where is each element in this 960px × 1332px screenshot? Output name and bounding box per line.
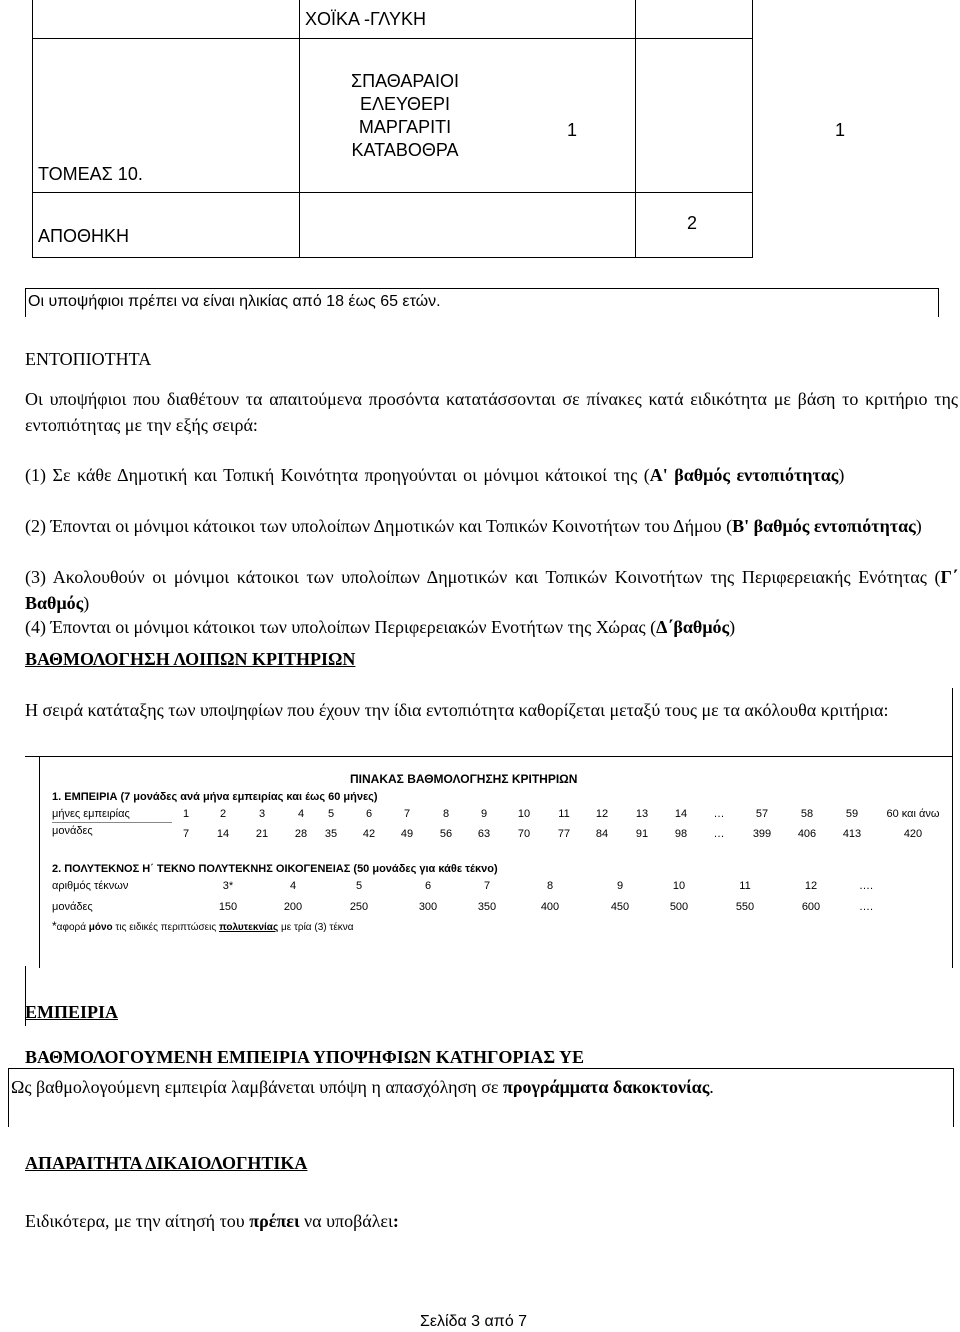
exp-point-cell: 413	[842, 828, 862, 840]
children-point-cell: 450	[610, 901, 630, 913]
children-point-cell: ….	[858, 901, 874, 913]
exp-point-cell: 399	[752, 828, 772, 840]
children-point-cell: 600	[801, 901, 821, 913]
exp-point-cell: 56	[439, 828, 453, 840]
exp-month-cell: 1	[182, 808, 190, 820]
children-count-cell: 9	[616, 880, 624, 892]
exp-point-cell: 420	[903, 828, 923, 840]
exp-month-cell: 7	[403, 808, 411, 820]
exp-point-cell: 70	[517, 828, 531, 840]
exp-month-cell: 8	[442, 808, 450, 820]
exp-point-cell: 14	[216, 828, 230, 840]
experience-text: Ως βαθμολογούμενη εμπειρία λαμβάνεται υπόψη η απασχόληση σε προγράμματα δακοκτονίας.	[11, 1077, 714, 1097]
children-heading: 2. ΠΟΛΥΤΕΚΝΟΣ Η΄ ΤΕΚΝΟ ΠΟΛΥΤΕΚΝΗΣ ΟΙΚΟΓΕΝΕΙΑΣ (50 μονάδες για κάθε τέκνο)	[52, 863, 498, 875]
children-point-cell: 500	[669, 901, 689, 913]
locality-item-4: (4) Έπονται οι μόνιμοι κάτοικοι των υπολοίπων Περιφερειακών Ενοτήτων της Χώρας (Δ΄βαθμός)	[25, 617, 736, 637]
locality-item-3: (3) Ακολουθούν οι μόνιμοι κάτοικοι των υπολοίπων Δημοτικών και Τοπικών Κοινοτήτων της Περιφερειακής Ενότητας (Γ΄ Βαθμός)	[25, 567, 958, 613]
exp-point-cell: 98	[674, 828, 688, 840]
locality-title: ΕΝΤΟΠΙΟΤΗΤΑ	[25, 349, 152, 369]
exp-point-cell: …	[713, 828, 725, 840]
locality-item-1: (1) Σε κάθε Δημοτική και Τοπική Κοινότητα προηγούνται οι μόνιμοι κάτοικοί της (Α' βαθμός εντοπιότητας)	[25, 465, 845, 485]
exp-month-cell: 12	[595, 808, 609, 820]
children-count-cell: 6	[424, 880, 432, 892]
experience-title: ΕΜΠΕΙΡΙΑ	[25, 1002, 119, 1022]
product-item: ΕΛΕΥΘΕΡΙ	[359, 94, 451, 114]
exp-point-cell: 49	[400, 828, 414, 840]
scoring-text: Η σειρά κατάταξης των υποψηφίων που έχουν την ίδια εντοπιότητα καθορίζεται μεταξύ τους με τα ακόλουθα κριτήρια:	[25, 700, 889, 720]
children-count-cell: 8	[546, 880, 554, 892]
exp-point-cell: 77	[557, 828, 571, 840]
product-list	[300, 70, 510, 162]
storage-label: ΑΠΟΘΗΚΗ	[38, 226, 130, 246]
children-points-label: μονάδες	[52, 901, 93, 913]
locality-item-2: (2) Έπονται οι μόνιμοι κάτοικοι των υπολοίπων Δημοτικών και Τοπικών Κοινοτήτων του Δήμου (Β' βαθμός εντοπιότητας)	[25, 516, 922, 536]
exp-month-cell: 4	[297, 808, 305, 820]
exp-month-cell: 6	[365, 808, 373, 820]
exp-month-cell: 60 και άνω	[886, 808, 940, 820]
age-note-box	[25, 288, 939, 317]
children-count-cell: 11	[739, 880, 751, 892]
age-note: Οι υποψήφιοι πρέπει να είναι ηλικίας από 18 έως 65 ετών.	[28, 293, 441, 310]
footnote: *αφορά μόνο τις ειδικές περιπτώσεις πολυτεκνίας με τρία (3) τέκνα	[52, 919, 354, 933]
exp-month-cell: 58	[800, 808, 814, 820]
children-point-cell: 200	[283, 901, 303, 913]
exp-month-cell: 3	[258, 808, 266, 820]
exp-months-label: μήνες εμπειρίας	[52, 808, 130, 820]
exp-point-cell: 63	[477, 828, 491, 840]
exp-month-cell: 10	[517, 808, 531, 820]
exp-point-cell: 35	[324, 828, 338, 840]
exp-point-cell: 21	[255, 828, 269, 840]
value-1: 1	[567, 120, 578, 140]
children-point-cell: 400	[540, 901, 560, 913]
exp-month-cell: 2	[219, 808, 227, 820]
exp-point-cell: 84	[595, 828, 609, 840]
children-count-cell: 7	[483, 880, 491, 892]
product-item: ΣΠΑΘΑΡΑΙΟΙ	[350, 71, 460, 91]
children-count-cell: 4	[289, 880, 297, 892]
locality-intro: Οι υποψήφιοι που διαθέτουν τα απαιτούμενα προσόντα κατατάσσονται σε πίνακες κατά ειδικότητα με βάση το κριτήριο της εντοπιότητας με την εξής σειρά:	[25, 389, 958, 435]
exp-month-cell: …	[713, 808, 725, 820]
experience-heading: 1. ΕΜΠΕΙΡΙΑ (7 μονάδες ανά μήνα εμπειρίας και έως 60 μήνες)	[52, 791, 378, 803]
value-2: 1	[835, 120, 846, 140]
exp-point-cell: 7	[182, 828, 190, 840]
children-point-cell: 350	[477, 901, 497, 913]
exp-month-cell: 59	[845, 808, 859, 820]
children-point-cell: 300	[418, 901, 438, 913]
storage-value: 2	[687, 213, 698, 233]
children-count-cell: 3*	[222, 880, 234, 892]
children-point-cell: 550	[735, 901, 755, 913]
page-number: Σελίδα 3 από 7	[420, 1313, 528, 1330]
exp-point-cell: 91	[635, 828, 649, 840]
children-point-cell: 250	[349, 901, 369, 913]
children-point-cell: 150	[218, 901, 238, 913]
exp-points-label: μονάδες	[52, 825, 93, 837]
children-count-cell: ….	[858, 880, 874, 892]
children-count-cell: 10	[672, 880, 686, 892]
experience-subtitle: ΒΑΘΜΟΛΟΓΟΥΜΕΝΗ ΕΜΠΕΙΡΙΑ ΥΠΟΨΗΦΙΩΝ ΚΑΤΗΓΟΡΙΑΣ ΥΕ	[25, 1047, 585, 1067]
exp-month-cell: 5	[327, 808, 335, 820]
cell-choika-glyki: ΧΟΪΚΑ -ΓΛΥΚΗ	[305, 9, 426, 29]
children-count-cell: 12	[804, 880, 818, 892]
children-count-label: αριθμός τέκνων	[52, 880, 129, 892]
docs-title: ΑΠΑΡΑΙΤΗΤΑ ΔΙΚΑΙΟΛΟΓΗΤΙΚΑ	[25, 1153, 308, 1173]
exp-month-cell: 14	[674, 808, 688, 820]
exp-month-cell: 13	[635, 808, 649, 820]
exp-month-cell: 11	[558, 808, 570, 820]
exp-point-cell: 42	[362, 828, 376, 840]
exp-month-cell: 9	[480, 808, 488, 820]
exp-point-cell: 28	[294, 828, 308, 840]
exp-month-cell: 57	[755, 808, 769, 820]
scoring-table-title: ΠΙΝΑΚΑΣ ΒΑΘΜΟΛΟΓΗΣΗΣ ΚΡΙΤΗΡΙΩΝ	[350, 772, 578, 786]
docs-text: Ειδικότερα, με την αίτησή του πρέπει να υποβάλει:	[25, 1211, 399, 1231]
product-item: ΚΑΤΑΒΟΘΡΑ	[351, 140, 459, 160]
product-item: ΜΑΡΓΑΡΙΤΙ	[358, 117, 452, 137]
children-count-cell: 5	[355, 880, 363, 892]
exp-point-cell: 406	[797, 828, 817, 840]
scoring-title: ΒΑΘΜΟΛΟΓΗΣΗ ΛΟΙΠΩΝ ΚΡΙΤΗΡΙΩΝ	[25, 649, 356, 669]
sector-label: ΤΟΜΕΑΣ 10.	[38, 164, 143, 184]
